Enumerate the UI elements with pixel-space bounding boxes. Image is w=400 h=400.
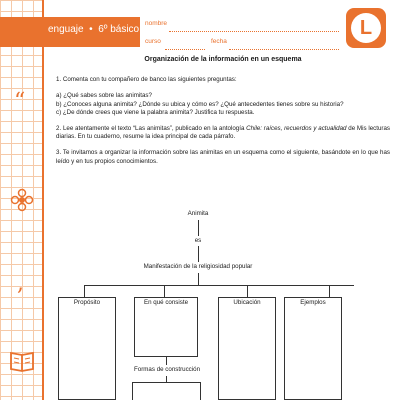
svg-text:,: , [17, 271, 24, 296]
box-ubicacion-label: Ubicación [233, 299, 261, 306]
branch-drop [329, 285, 330, 297]
connector-line [198, 220, 199, 236]
connector-line [198, 273, 199, 285]
question-1a: a) ¿Qué sabes sobre las animitas? [56, 92, 152, 100]
question-1-intro: 1. Comenta con tu compañero de banco las siguientes preguntas: [56, 76, 237, 84]
diagram-middle: Manifestación de la religiosidad popular [143, 263, 253, 270]
question-1c: c) ¿De dónde crees que viene la palabra animita? Justifica tu respuesta. [56, 108, 255, 116]
branch-line [84, 285, 354, 286]
question-3: 3. Te invitamos a organizar la información sobre las animitas en un esquema como el siguiente, basándote en lo que has leído y en tus propios conocimientos. [56, 149, 390, 165]
question-2-part1: 2. Lee atentamente el texto “Las animitas”, publicado en la antología [56, 125, 247, 133]
sub-branch-line [132, 382, 200, 383]
question-2-part2: de Mis lecturas diarias. En tu cuaderno, resume la idea principal de cada párrafo. [56, 125, 391, 141]
curso-field[interactable] [165, 49, 205, 50]
subject-label [48, 24, 139, 35]
connector-line [198, 246, 199, 262]
box-proposito-label: Propósito [73, 299, 101, 306]
subject-badge [346, 8, 386, 48]
diagram-root: Animita [187, 210, 209, 217]
quotation-icon [8, 86, 36, 114]
question-2 [56, 125, 390, 141]
branch-drop [84, 285, 85, 297]
sub-node-label: Formas de construcción [134, 366, 201, 373]
box-en-que-consiste-label: En qué consiste [143, 299, 189, 306]
box-ejemplos[interactable] [284, 297, 342, 400]
branch-drop [164, 285, 165, 297]
branch-drop [247, 285, 248, 297]
sub-connector-line [166, 357, 167, 365]
sub-branch-drop [200, 382, 201, 400]
flower-icon [8, 186, 36, 214]
concept-map [44, 200, 400, 400]
grade-label: 6º básico [98, 24, 140, 35]
svg-text:“: “ [14, 89, 26, 114]
student-info-form [145, 18, 340, 54]
sub-branch-drop [132, 382, 133, 400]
nombre-field[interactable] [169, 31, 339, 32]
question-1b: b) ¿Conoces alguna animita? ¿Dónde su ubica y cómo es? ¿Qué antecedentes tienes sobre su historia? [56, 100, 344, 108]
book-icon [8, 346, 36, 374]
diagram-connector: es [194, 237, 202, 244]
badge-letter: L [351, 13, 381, 43]
nombre-row [145, 18, 340, 36]
worksheet-content [56, 56, 390, 166]
subject-name: enguaje [48, 24, 84, 35]
comma-icon [8, 270, 36, 298]
fecha-label: fecha [211, 38, 227, 45]
bullet-separator: • [86, 24, 96, 35]
page-title: Organización de la información en un esquema [144, 56, 302, 63]
box-ubicacion[interactable] [218, 297, 276, 400]
box-proposito[interactable] [58, 297, 116, 400]
nombre-label: nombre [145, 20, 168, 27]
curso-fecha-row [145, 36, 340, 54]
book-title: Chile: raíces, recuerdos y actualidad [246, 125, 347, 133]
curso-label: curso [145, 38, 161, 45]
box-ejemplos-label: Ejemplos [300, 299, 326, 306]
box-en-que-consiste[interactable] [134, 297, 198, 357]
fecha-field[interactable] [229, 49, 339, 50]
